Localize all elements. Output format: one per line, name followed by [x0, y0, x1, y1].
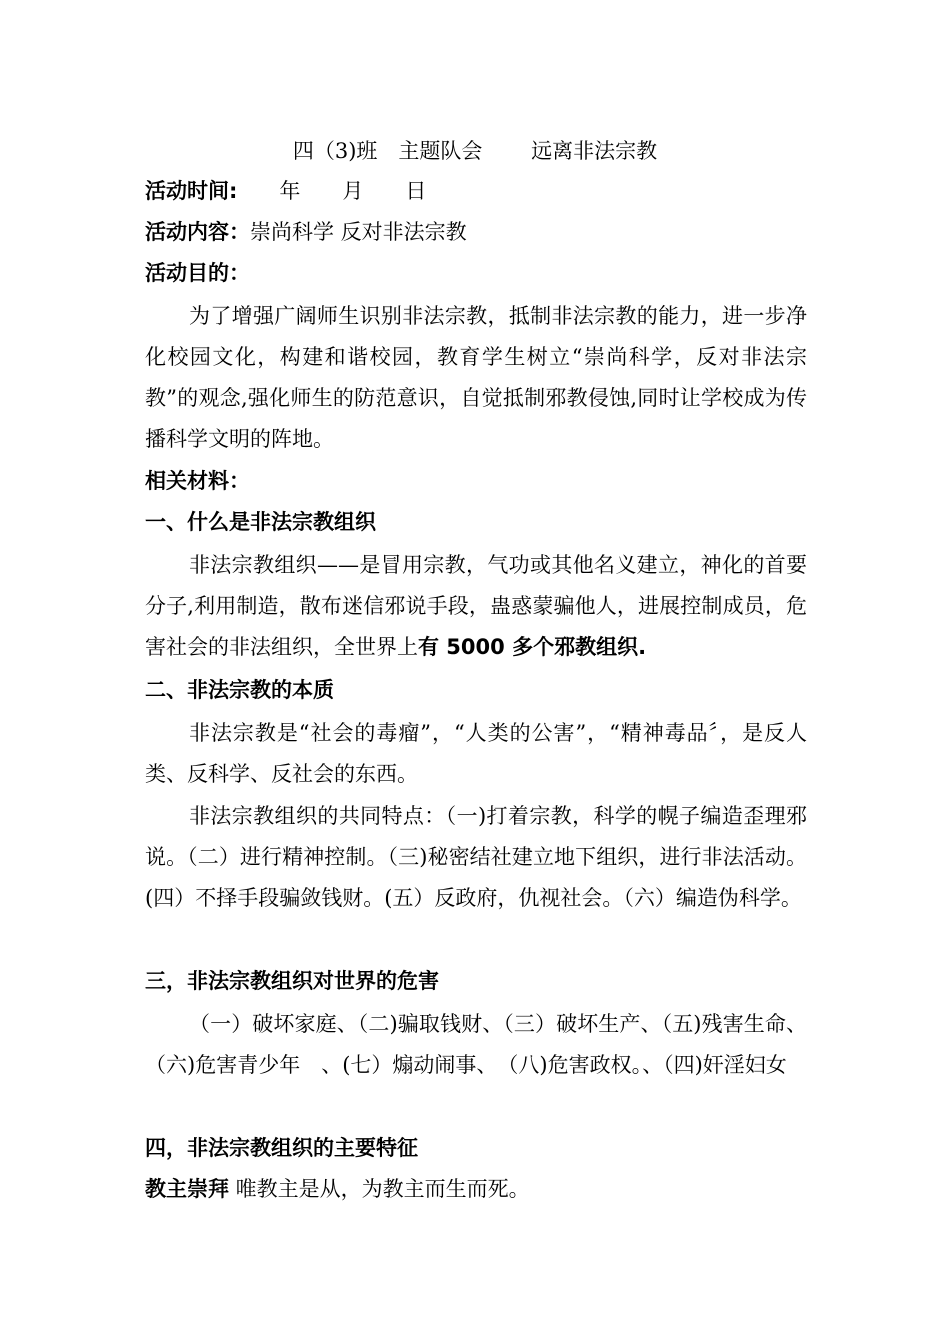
activity-time-value: 年 月 日	[237, 179, 427, 203]
section2-paragraph-1: 非法宗教是“社会的毒瘤”，“人类的公害”，“精神毒品〞，是反人类、反科学、反社会的东西。	[145, 721, 807, 786]
document-title: 四（3)班 主题队会 远离非法宗教	[292, 139, 658, 163]
section4-feature-text: 唯教主是从，为教主而生而死。	[229, 1177, 530, 1201]
activity-goal-label: 活动目的：	[145, 261, 250, 285]
section2-heading: 二、非法宗教的本质	[145, 678, 334, 702]
section1-text: 非法宗教组织——是冒用宗教，气功或其他名义建立，神化的首要分子,利用制造，散布迷信邪说手段，蛊惑蒙骗他人，进展控制成员，危害社会的非法组织，全世界上	[145, 553, 807, 659]
section4-feature-line	[145, 1174, 530, 1204]
activity-content-value: 崇尚科学 反对非法宗教	[250, 220, 467, 244]
section1-bold-text: 有 5000 多个邪教组织.	[418, 635, 647, 659]
section4-feature-label: 教主崇拜	[145, 1177, 229, 1201]
section2-paragraph-2: 非法宗教组织的共同特点：（一)打着宗教，科学的幌子编造歪理邪说。（二）进行精神控制。（三)秘密结社建立地下组织，进行非法活动。(四）不择手段骗敛钱财。(五）反政府，仇视社会。（六）编造伪科学。	[145, 804, 807, 910]
activity-content-line	[145, 217, 467, 247]
activity-time-line	[145, 176, 426, 206]
activity-goal-paragraph: 为了增强广阔师生识别非法宗教，抵制非法宗教的能力，进一步净化校园文化，构建和谐校园，教育学生树立“崇尚科学，反对非法宗教”的观念,强化师生的防范意识，自觉抵制邪教侵蚀,同时让学校成为传播科学文明的阵地。	[145, 304, 807, 451]
materials-label: 相关材料：	[145, 469, 250, 493]
activity-content-label: 活动内容：	[145, 220, 250, 244]
section4-heading: 四，非法宗教组织的主要特征	[145, 1136, 418, 1160]
section3-paragraph: （一）破坏家庭、（二)骗取钱财、（三）破坏生产、（五)残害生命、（六)危害青少年 、(七）煽动闹事、 （八)危害政权。、（四)奸淫妇女	[145, 1012, 807, 1077]
activity-time-label: 活动时间:	[145, 179, 238, 203]
section1-paragraph	[145, 545, 807, 668]
section1-heading: 一、什么是非法宗教组织	[145, 510, 376, 534]
section3-heading: 三，非法宗教组织对世界的危害	[145, 969, 439, 993]
